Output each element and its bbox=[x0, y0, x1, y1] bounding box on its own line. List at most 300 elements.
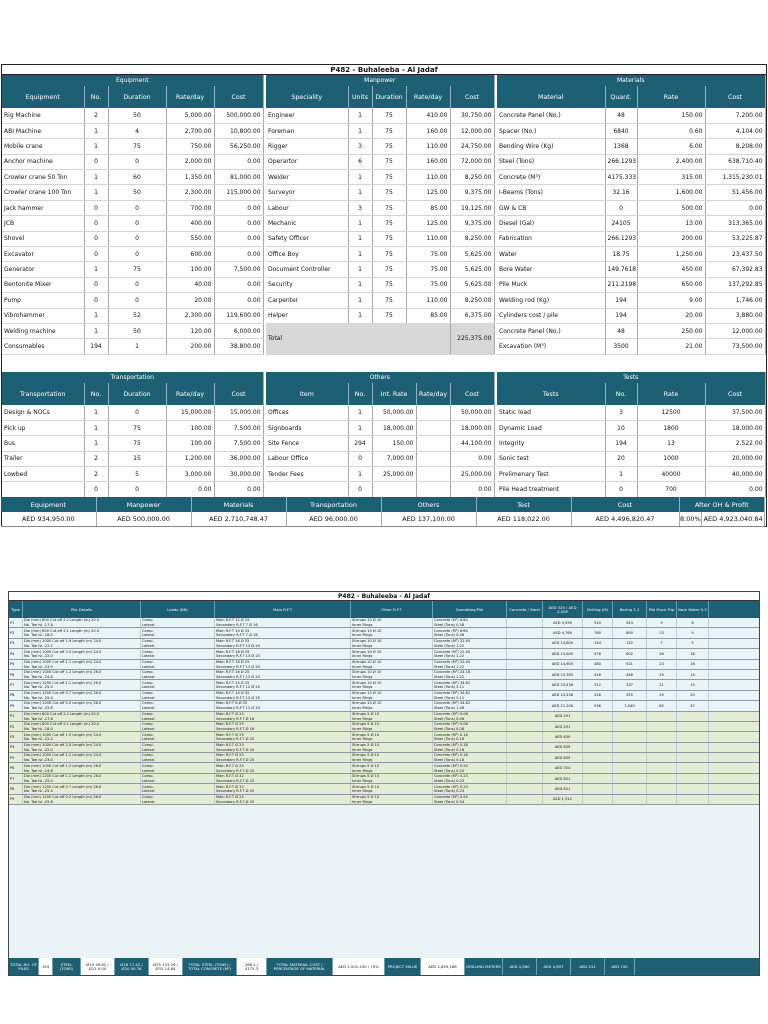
pile-cell-text: Stirrups 5 Ø 10 bbox=[352, 711, 380, 716]
materials-cell: Cylinders cost / pile bbox=[497, 308, 605, 323]
materials-cell: Bore Water bbox=[497, 262, 605, 277]
pile-cell bbox=[433, 722, 507, 731]
others-cell: 1 bbox=[348, 420, 372, 435]
pile-cell-text: Concrete (M³) 6.84 bbox=[434, 618, 468, 623]
pile-cell bbox=[433, 763, 507, 772]
pile-cell bbox=[647, 701, 677, 710]
pile-cell-text: 760 bbox=[594, 631, 601, 636]
transportation-row bbox=[2, 405, 263, 420]
pile-cell-text: Main R.F.T 14 Ø 32 bbox=[216, 691, 250, 696]
transportation-col-header: No. bbox=[84, 383, 108, 405]
pile-header-cell: Drilling (M) bbox=[583, 601, 613, 618]
tests-cell: 10 bbox=[605, 420, 637, 435]
pile-cell bbox=[9, 628, 23, 637]
pile-cell bbox=[351, 774, 433, 783]
pile-cell-text: Dia (mm) 600 Cut off 2.1 Length (m) 20.0 bbox=[24, 628, 100, 633]
manpower-row bbox=[266, 185, 494, 200]
transportation-cell: 1 bbox=[84, 436, 108, 451]
pile-cell bbox=[9, 753, 23, 762]
pile-cell-text: 521 bbox=[626, 662, 633, 667]
pile-cell-text: Stirrups 10 Ø 10 bbox=[352, 701, 382, 706]
pile-cell bbox=[647, 670, 677, 679]
pile-cell bbox=[543, 795, 583, 804]
pile-cell-text: Lateral bbox=[142, 789, 155, 794]
tests-col-header: Rate bbox=[637, 383, 705, 405]
manpower-cell: 24,750.00 bbox=[450, 139, 494, 154]
pile-cell bbox=[23, 701, 141, 710]
pile-cell-text: AED 14,605 bbox=[551, 641, 574, 646]
summary-header: Transportation bbox=[286, 497, 381, 512]
pile-row bbox=[9, 763, 759, 773]
equipment-table bbox=[2, 75, 263, 355]
pile-cell bbox=[215, 701, 351, 710]
pile-cell bbox=[9, 722, 23, 731]
pile-cell-text: AED 704 bbox=[554, 766, 571, 771]
transportation-cell: 7,500.00 bbox=[214, 436, 263, 451]
transportation-cell: 0 bbox=[84, 482, 108, 497]
manpower-col-header: Duration bbox=[372, 86, 406, 108]
pile-cell-text: Dia (mm) 1000 Cut off 1.1 Length (m) 24.0 bbox=[24, 753, 102, 758]
pile-cell-text: Secondary R.F.T Ø 25 bbox=[216, 778, 255, 783]
others-cell: 0.00 bbox=[450, 482, 494, 497]
pile-cell-text: Steel (Tons) 0.46 bbox=[434, 633, 465, 638]
equipment-cell: Pump bbox=[2, 293, 84, 308]
pile-header-cell: Pile Details bbox=[23, 601, 141, 618]
pile-cell bbox=[507, 691, 543, 700]
pile-cell bbox=[507, 670, 543, 679]
pile-cell bbox=[613, 680, 647, 689]
pile-cell bbox=[647, 784, 677, 793]
pile-cell bbox=[9, 784, 23, 793]
manpower-cell: 1 bbox=[348, 247, 372, 262]
pile-cell-text: Steel (Tons) 1.22 bbox=[434, 674, 465, 679]
pile-cell bbox=[583, 618, 613, 627]
pile-cell bbox=[583, 701, 613, 710]
pile-cell-text: Steel (Tons) 0.18 bbox=[434, 737, 465, 742]
manpower-cell: 75 bbox=[372, 308, 406, 323]
pile-cell-text: Main R.F.T Ø 25 bbox=[216, 763, 244, 768]
pile-cell bbox=[23, 795, 141, 804]
equipment-cell: 50 bbox=[108, 323, 166, 338]
materials-cell: Welding rod (Kg) bbox=[497, 293, 605, 308]
manpower-row bbox=[266, 308, 494, 323]
materials-cell: 23,437.50 bbox=[705, 247, 765, 262]
pile-cell-text: Steel (Tons) 0.18 bbox=[434, 747, 465, 752]
materials-row bbox=[497, 308, 765, 323]
pile-cell bbox=[543, 660, 583, 669]
pile-cell-text: Stirrups 10 Ø 10 bbox=[352, 628, 382, 633]
materials-row bbox=[497, 339, 765, 354]
equipment-col-header: Equipment bbox=[2, 86, 84, 108]
transportation-cell: 1 bbox=[84, 405, 108, 420]
pile-row bbox=[9, 649, 759, 659]
tests-table bbox=[497, 372, 765, 498]
equipment-row bbox=[2, 139, 263, 154]
manpower-cell: 75 bbox=[372, 139, 406, 154]
equipment-cell: 81,000.00 bbox=[214, 170, 263, 185]
others-cell: 1 bbox=[348, 467, 372, 482]
pile-cell bbox=[351, 691, 433, 700]
equipment-row bbox=[2, 231, 263, 246]
pile-cell bbox=[141, 680, 215, 689]
pile-cell-text: Steel (Tons) 0.20 bbox=[434, 768, 465, 773]
materials-col-header: Quant. bbox=[605, 86, 637, 108]
pile-row bbox=[9, 722, 759, 732]
summary-header: Materials bbox=[191, 497, 286, 512]
pile-cell-text: Concrete (M³) 6.84 bbox=[434, 628, 468, 633]
equipment-cell: 40.00 bbox=[166, 277, 214, 292]
equipment-cell: Welding machine bbox=[2, 323, 84, 338]
pile-cell-text: Concrete (M³) 24.18 bbox=[434, 670, 471, 675]
equipment-cell: 0 bbox=[84, 247, 108, 262]
pile-cell bbox=[613, 753, 647, 762]
equipment-cell: 0 bbox=[108, 216, 166, 231]
pile-cell-text: AED 14,605 bbox=[551, 651, 574, 656]
manpower-col-header: Rate/day bbox=[406, 86, 450, 108]
equipment-row bbox=[2, 308, 263, 323]
pile-cell bbox=[141, 628, 215, 637]
pile-cell-text: Inner Rings bbox=[352, 633, 373, 638]
pile-cell bbox=[433, 628, 507, 637]
pile-cell-text: Lateral bbox=[142, 747, 155, 752]
pile-cell-text: Stirrups 10 Ø 10 bbox=[352, 618, 382, 623]
pile-cell-text: Steel (Tons) 0.08 bbox=[434, 716, 465, 721]
manpower-cell: 9,375.00 bbox=[450, 216, 494, 231]
equipment-cell: 50 bbox=[108, 108, 166, 123]
equipment-col-header: Rate/day bbox=[166, 86, 214, 108]
pile-cell-text: Steel (Tons) 0.58 bbox=[434, 623, 465, 628]
pile-cell-text: P6 bbox=[10, 766, 15, 771]
materials-cell: 21.00 bbox=[637, 339, 705, 354]
materials-cell: 650.00 bbox=[637, 277, 705, 292]
pile-header-cell: Loads (KN) bbox=[141, 601, 215, 618]
materials-row bbox=[497, 108, 765, 123]
pile-cell-text: Inner Rings bbox=[352, 778, 373, 783]
pile-cell bbox=[613, 722, 647, 731]
equipment-cell: 0 bbox=[84, 216, 108, 231]
pile-cell-text: Stirrups 5 Ø 10 bbox=[352, 794, 380, 799]
pile-cell bbox=[23, 753, 141, 762]
pile-cell-text: P5 bbox=[10, 755, 15, 760]
equipment-cell: ABI Machine bbox=[2, 123, 84, 138]
equipment-cell: 2,000.00 bbox=[166, 154, 214, 169]
equipment-cell: 6,000.00 bbox=[214, 323, 263, 338]
manpower-cell: 3 bbox=[348, 139, 372, 154]
pile-cell bbox=[677, 639, 709, 648]
equipment-col-header: Duration bbox=[108, 86, 166, 108]
pile-cell bbox=[543, 753, 583, 762]
equipment-grid bbox=[2, 75, 264, 355]
pile-cell bbox=[141, 712, 215, 721]
others-cell bbox=[416, 467, 450, 482]
pile-cell-text: Stirrups 10 Ø 10 bbox=[352, 691, 382, 696]
pile-cell-text: Secondary R.F.T 13 Ø 20 bbox=[216, 654, 260, 659]
pile-cell bbox=[613, 618, 647, 627]
pile-cell bbox=[433, 795, 507, 804]
tests-section-title: Tests bbox=[497, 372, 765, 383]
pile-cell-text: Inner Rings bbox=[352, 758, 373, 763]
pile-cell bbox=[351, 712, 433, 721]
others-cell: Offices bbox=[266, 405, 348, 420]
transportation-table bbox=[2, 372, 263, 498]
materials-row bbox=[497, 231, 765, 246]
pile-cell-text: Dia (mm) 1000 Cut off 1.2 Length (m) 26.0 bbox=[24, 763, 102, 768]
pile-cell-text: No. Toe lvl -22.2 bbox=[24, 643, 53, 648]
pile-cell bbox=[215, 670, 351, 679]
pile-cell bbox=[677, 701, 709, 710]
pile-cell-text: Inner Rings bbox=[352, 726, 373, 731]
manpower-cell: 75 bbox=[372, 200, 406, 215]
pile-cell bbox=[613, 774, 647, 783]
pile-cell bbox=[583, 743, 613, 752]
materials-cell: 4175.333 bbox=[605, 170, 637, 185]
transportation-cell: 15 bbox=[108, 451, 166, 466]
pile-cell-text: Main R.F.T 12 Ø 25 bbox=[216, 618, 250, 623]
materials-cell: 1,600.00 bbox=[637, 185, 705, 200]
summary-value: AED 118,022.00 bbox=[476, 512, 571, 526]
others-cell: 50,000.00 bbox=[450, 405, 494, 420]
pile-cell bbox=[677, 795, 709, 804]
others-cell bbox=[416, 482, 450, 497]
pile-cell-text: Secondary R.F.T 7 Ø 16 bbox=[216, 623, 258, 628]
others-row bbox=[266, 451, 494, 466]
pile-cell bbox=[583, 691, 613, 700]
summary-value: AED 137,100.00 bbox=[381, 512, 476, 526]
pile-cell-text: Main R.F.T Ø 25 bbox=[216, 743, 244, 748]
pile-cell bbox=[215, 691, 351, 700]
summary-value: 8.00% bbox=[679, 512, 702, 526]
pile-cell-text: Comp. bbox=[142, 732, 154, 737]
equipment-cell: 0.00 bbox=[214, 216, 263, 231]
pile-cell-text: 14 bbox=[690, 672, 695, 677]
pile-cell bbox=[583, 660, 613, 669]
materials-cell: 18.75 bbox=[605, 247, 637, 262]
tests-cell: Sonic test bbox=[497, 451, 605, 466]
materials-row bbox=[497, 323, 765, 338]
pile-cell bbox=[543, 784, 583, 793]
materials-cell: 73,500.00 bbox=[705, 339, 765, 354]
pile-cell-text: Secondary R.F.T 7 Ø 16 bbox=[216, 633, 258, 638]
pile-cell bbox=[583, 784, 613, 793]
pile-cell-text: Comp. bbox=[142, 628, 154, 633]
summary-header: Others bbox=[381, 497, 476, 512]
pile-cell-text: 26 bbox=[659, 651, 664, 656]
pile-cell-text: Concrete (M³) 0.54 bbox=[434, 794, 468, 799]
pile-footer-cell: DRILLING METERS bbox=[465, 958, 503, 975]
pile-cell bbox=[23, 732, 141, 741]
others-grid bbox=[266, 372, 495, 498]
pile-cell bbox=[507, 701, 543, 710]
equipment-cell: 1 bbox=[84, 170, 108, 185]
equipment-row bbox=[2, 123, 263, 138]
manpower-row bbox=[266, 262, 494, 277]
others-cell bbox=[416, 420, 450, 435]
pile-cell bbox=[9, 639, 23, 648]
equipment-cell: 0.00 bbox=[214, 200, 263, 215]
materials-cell: Bending Wire (Kg) bbox=[497, 139, 605, 154]
pile-cell bbox=[215, 722, 351, 731]
tests-cell: Dynamic Load bbox=[497, 420, 605, 435]
manpower-cell: 5,625.00 bbox=[450, 247, 494, 262]
pile-cell bbox=[351, 701, 433, 710]
equipment-row bbox=[2, 293, 263, 308]
pile-cell-text: Dia (mm) 1200 Cut off 0.2 Length (m) 26.0 bbox=[24, 701, 102, 706]
pile-cell-text: Steel (Tons) 0.23 bbox=[434, 778, 465, 783]
others-cell: 150.00 bbox=[372, 436, 416, 451]
pile-cell-text: 29 bbox=[659, 693, 664, 698]
equipment-row bbox=[2, 200, 263, 215]
pile-cell bbox=[433, 753, 507, 762]
pile-cell-text: 936 bbox=[594, 703, 601, 708]
equipment-cell: 0 bbox=[108, 247, 166, 262]
pile-cell-text: Steel (Tons) 1.22 bbox=[434, 654, 465, 659]
manpower-cell: 75 bbox=[372, 262, 406, 277]
pile-details-sheet bbox=[8, 591, 760, 976]
pile-cell bbox=[507, 628, 543, 637]
equipment-cell: 0 bbox=[84, 154, 108, 169]
manpower-cell: 72,000.00 bbox=[450, 154, 494, 169]
pile-row bbox=[9, 660, 759, 670]
manpower-cell: 1 bbox=[348, 185, 372, 200]
pile-cell bbox=[23, 628, 141, 637]
pile-cell bbox=[543, 774, 583, 783]
pile-cell-text: Concrete (M³) 0.18 bbox=[434, 743, 468, 748]
summary-table bbox=[1, 497, 765, 527]
pile-cell-text: Inner Rings bbox=[352, 706, 373, 711]
pile-cell bbox=[677, 680, 709, 689]
manpower-cell: 75 bbox=[372, 123, 406, 138]
equipment-cell: Excavator bbox=[2, 247, 84, 262]
others-cell: Labour Office bbox=[266, 451, 348, 466]
materials-cell: 20.00 bbox=[637, 308, 705, 323]
equipment-cell: Rig Machine bbox=[2, 108, 84, 123]
manpower-cell: Operartor bbox=[266, 154, 348, 169]
pile-cell-text: Concrete (M³) 22.45 bbox=[434, 649, 471, 654]
equipment-cell: 38,800.00 bbox=[214, 339, 263, 354]
pile-cell bbox=[141, 753, 215, 762]
materials-cell: 8,208.00 bbox=[705, 139, 765, 154]
pile-cell bbox=[613, 701, 647, 710]
tests-cell: Prelimenary Test bbox=[497, 467, 605, 482]
manpower-cell: 5,625.00 bbox=[450, 277, 494, 292]
transportation-cell: 3,000.00 bbox=[166, 467, 214, 482]
manpower-row bbox=[266, 231, 494, 246]
pile-cell-text: Concrete (M³) 34.82 bbox=[434, 691, 471, 696]
pile-cell bbox=[23, 784, 141, 793]
pile-cell bbox=[543, 722, 583, 731]
materials-cell: 51,456.00 bbox=[705, 185, 765, 200]
pile-cell-text: Main R.F.T Ø 32 bbox=[216, 784, 244, 789]
equipment-cell: Bentonite Mixer bbox=[2, 277, 84, 292]
pile-row bbox=[9, 784, 759, 794]
materials-cell: I-Beams (Tons) bbox=[497, 185, 605, 200]
pile-cell-text: 65 bbox=[659, 703, 664, 708]
pile-footer-cell: 266.1 / 4175.3 bbox=[237, 958, 267, 975]
pile-cell-text: Concrete (M³) 0.23 bbox=[434, 784, 468, 789]
pile-cell bbox=[141, 691, 215, 700]
pile-cell bbox=[583, 732, 613, 741]
manpower-cell: 75.00 bbox=[406, 262, 450, 277]
equipment-cell: 550.00 bbox=[166, 231, 214, 246]
pile-cell bbox=[141, 774, 215, 783]
pile-footer-cell: TOTAL STEEL (TONS) / TOTAL CONCRETE (M³) bbox=[183, 958, 237, 975]
pile-cell bbox=[23, 691, 141, 700]
pile-header-cell: Other R.F.T bbox=[351, 601, 433, 618]
pile-cell-text: Steel (Tons) 0.54 bbox=[434, 799, 465, 804]
pile-cell bbox=[351, 795, 433, 804]
pile-cell-text: Secondary R.F.T 12 Ø 25 bbox=[216, 695, 260, 700]
equipment-cell: Crowler crane 100 Ton bbox=[2, 185, 84, 200]
pile-cell-text: Secondary R.F.T Ø 16 bbox=[216, 716, 255, 721]
pile-footer-cell: Ø25 133.29 / Ø32 14.84 bbox=[149, 958, 183, 975]
pile-cell bbox=[507, 774, 543, 783]
pile-cell-text: Lateral bbox=[142, 695, 155, 700]
manpower-cell: 6,375.00 bbox=[450, 308, 494, 323]
others-cell: 0 bbox=[348, 482, 372, 497]
pile-cell-text: Comp. bbox=[142, 794, 154, 799]
manpower-cell: 5,625.00 bbox=[450, 262, 494, 277]
equipment-cell: 1 bbox=[84, 323, 108, 338]
tests-cell: 37,500.00 bbox=[705, 405, 765, 420]
pile-cell bbox=[351, 732, 433, 741]
pile-cell-text: No. Toe lvl -24.8 bbox=[24, 768, 53, 773]
transportation-cell: 15,000.00 bbox=[166, 405, 214, 420]
pile-cell-text: P4 bbox=[10, 651, 15, 656]
manpower-cell: 85.00 bbox=[406, 308, 450, 323]
pile-cell bbox=[647, 774, 677, 783]
pile-cell bbox=[433, 743, 507, 752]
pile-cell-text: P7 bbox=[10, 776, 15, 781]
pile-cell-text: P3 bbox=[10, 641, 15, 646]
pile-cell-text: Lateral bbox=[142, 778, 155, 783]
transportation-col-header: Rate/day bbox=[166, 383, 214, 405]
pile-cell bbox=[215, 618, 351, 627]
equipment-cell: 1,350.00 bbox=[166, 170, 214, 185]
equipment-cell: Consumables bbox=[2, 339, 84, 354]
pile-cell bbox=[351, 660, 433, 669]
others-col-header: Cost bbox=[450, 383, 494, 405]
pile-cell-text: Concrete (M³) 0.08 bbox=[434, 722, 468, 727]
pile-cell-text: Concrete (M³) 34.82 bbox=[434, 701, 471, 706]
materials-col-header: Cost bbox=[705, 86, 765, 108]
materials-cell: 0.60 bbox=[637, 123, 705, 138]
pile-footer-cell: 194 bbox=[39, 958, 53, 975]
others-table bbox=[266, 372, 494, 498]
tests-cell: 700 bbox=[637, 482, 705, 497]
equipment-cell: 0 bbox=[108, 277, 166, 292]
transportation-cell: Design & NOCs bbox=[2, 405, 84, 420]
pile-cell bbox=[613, 639, 647, 648]
manpower-cell: 1 bbox=[348, 277, 372, 292]
pile-cell-text: Stirrups 5 Ø 10 bbox=[352, 732, 380, 737]
pile-cell-text: P4 bbox=[10, 745, 15, 750]
pile-cell-text: Comp. bbox=[142, 763, 154, 768]
manpower-row bbox=[266, 216, 494, 231]
pile-cell bbox=[507, 732, 543, 741]
materials-cell: Concrete Panel (No.) bbox=[497, 108, 605, 123]
manpower-cell: Carpenter bbox=[266, 293, 348, 308]
equipment-cell: 115,000.00 bbox=[214, 185, 263, 200]
pile-cell bbox=[507, 795, 543, 804]
pile-cell bbox=[215, 660, 351, 669]
pile-cell-text: Dia (mm) 1200 Cut off 0.7 Length (m) 26.0 bbox=[24, 784, 102, 789]
manpower-cell: 1 bbox=[348, 123, 372, 138]
manpower-cell: Security bbox=[266, 277, 348, 292]
pile-cell-text: Main R.F.T 16 Ø 25 bbox=[216, 649, 250, 654]
equipment-cell: 194 bbox=[84, 339, 108, 354]
materials-cell: 2,400.00 bbox=[637, 154, 705, 169]
transportation-cell: 0 bbox=[108, 482, 166, 497]
